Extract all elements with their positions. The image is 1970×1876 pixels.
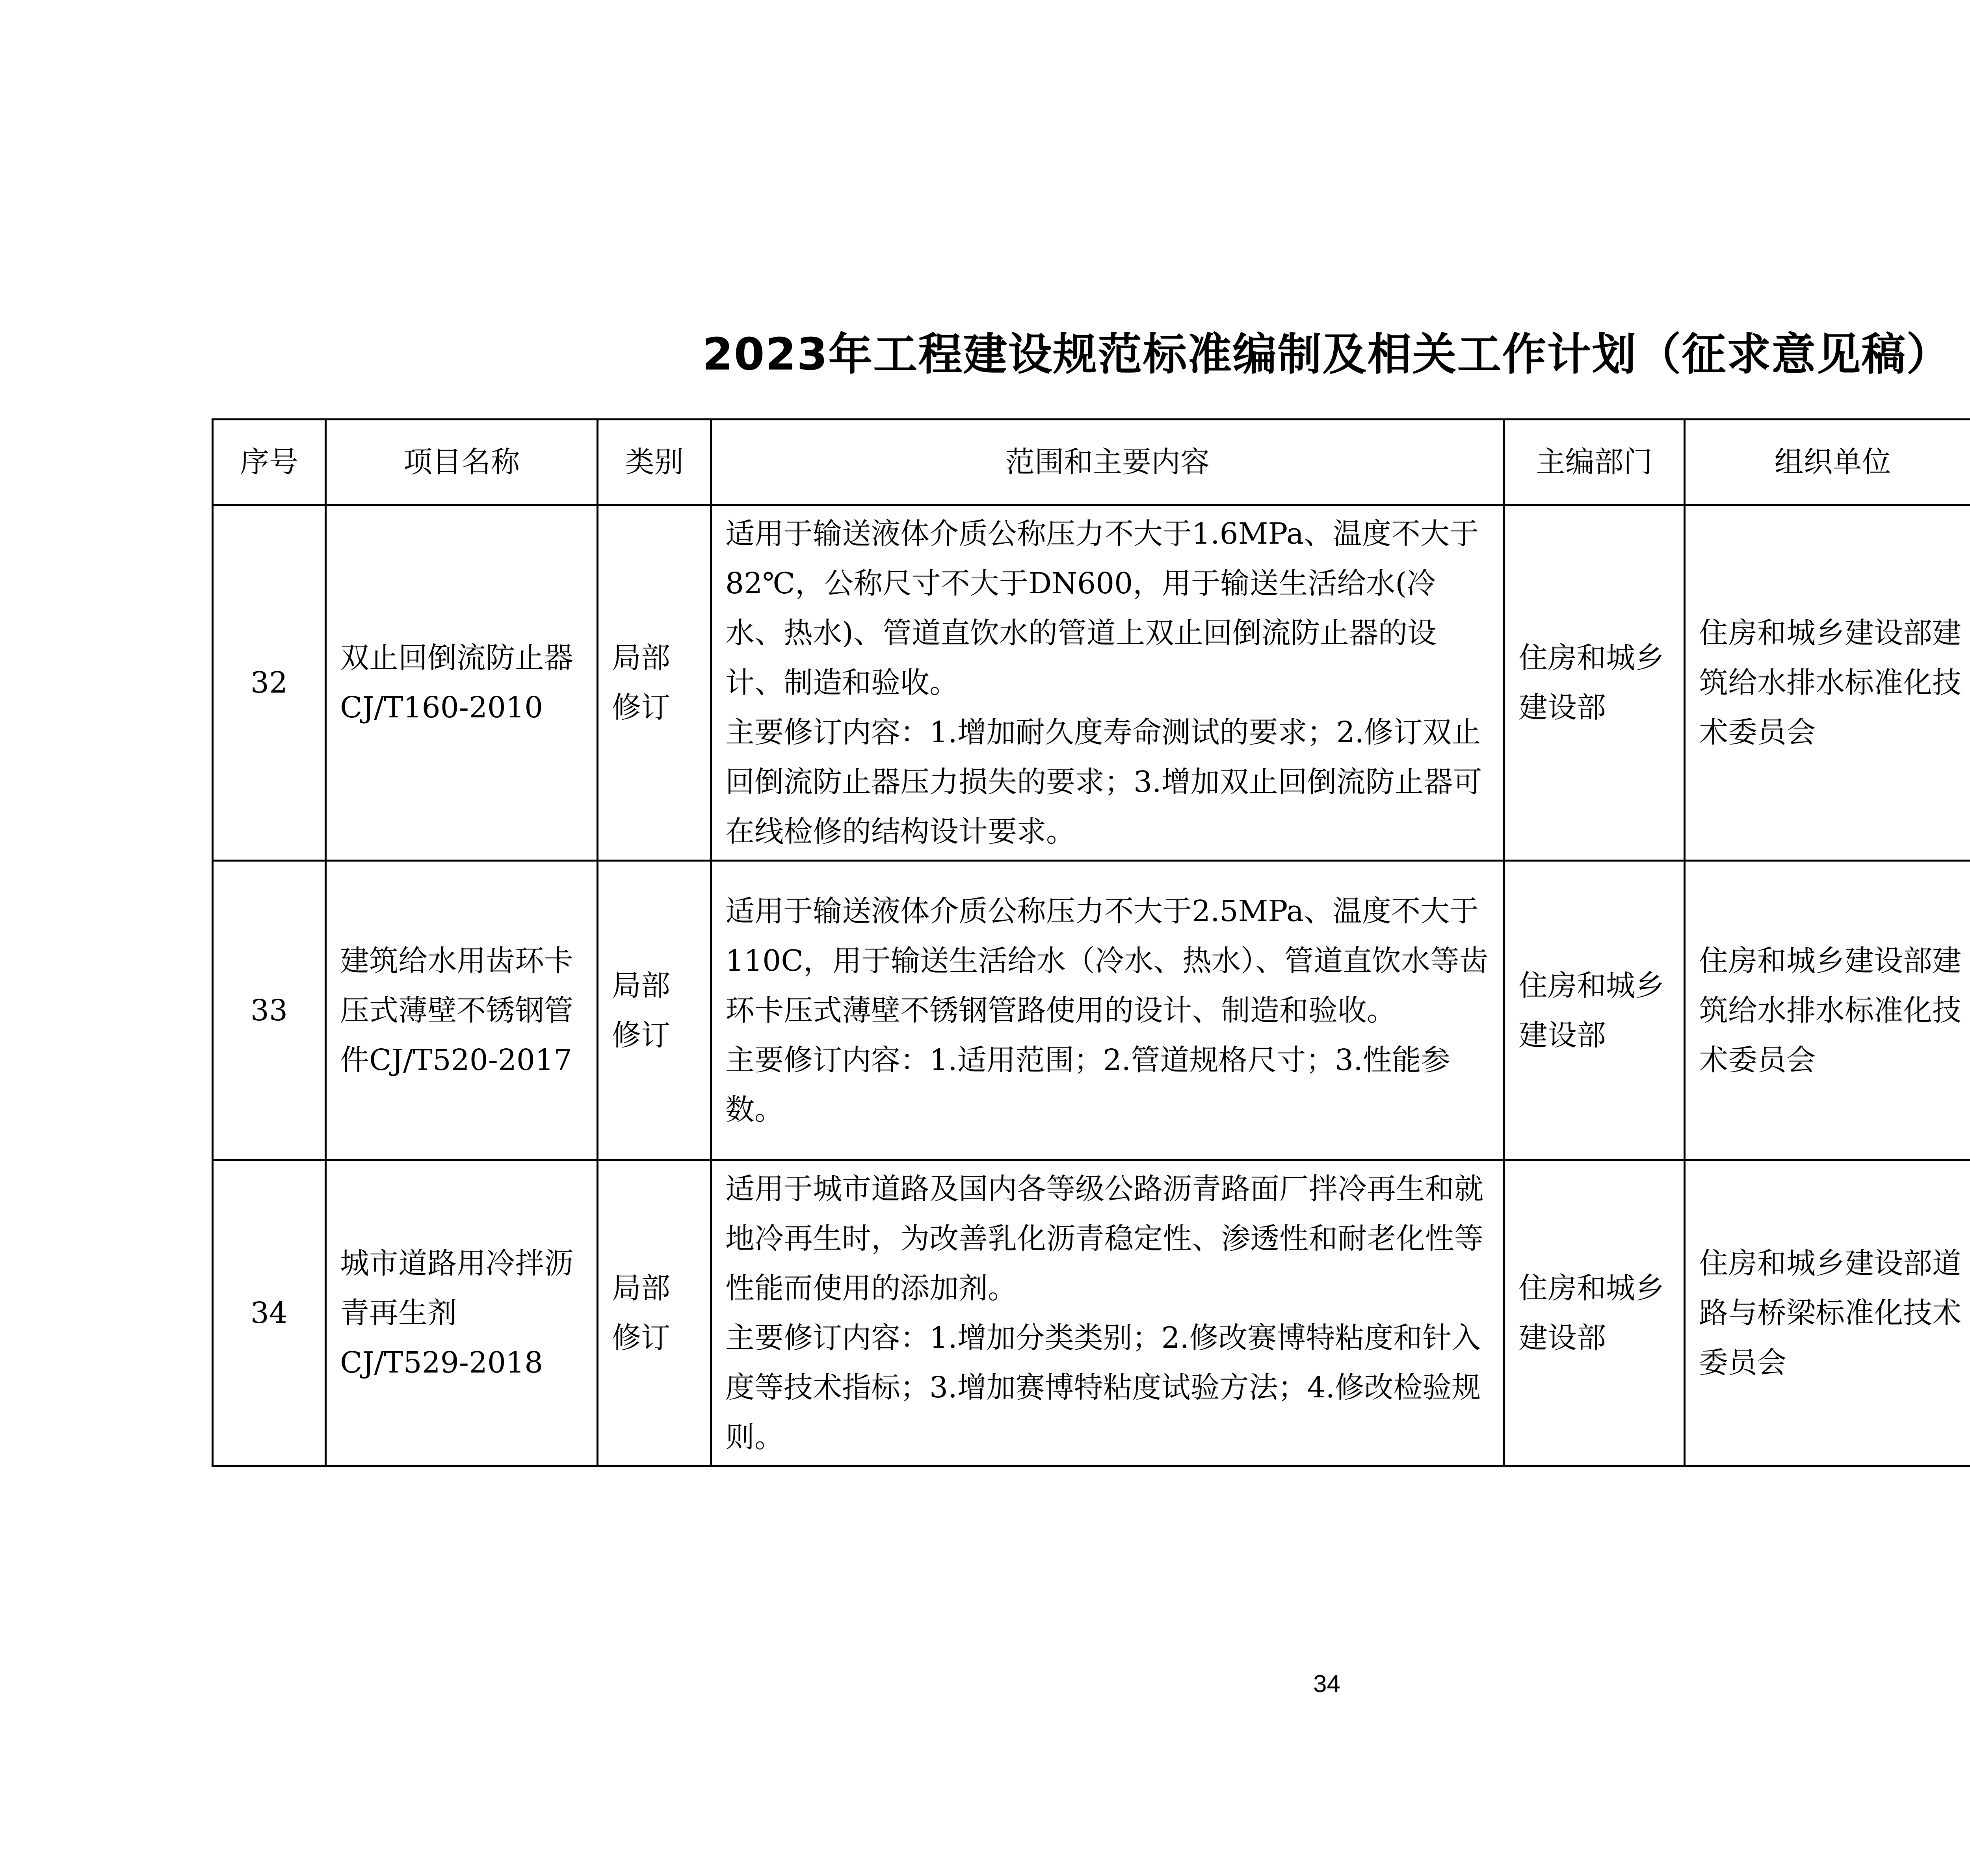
cell-scope [711,1160,1504,1466]
header-cell-chief-dept: 主编部门 [1504,420,1685,505]
table-row [213,505,1970,861]
cell-org-unit: 住房和城乡建设部道路与桥梁标准化技术委员会 [1685,1160,1970,1466]
scope-text: 适用于输送液体介质公称压力不大于1.6MPa、温度不大于82℃，公称尺寸不大于DN600，用于输送生活给水(冷水、热水)、管道直饮水的管道上双止回倒流防止器的设计、制造和验收。 [725,517,1479,700]
revision-text: 主要修订内容：1.适用范围；2.管道规格尺寸；3.性能参数。 [725,1043,1450,1127]
header-cell-org-unit: 组织单位 [1685,420,1970,505]
cell-org-unit: 住房和城乡建设部建筑给水排水标准化技术委员会 [1685,505,1970,861]
revision-text: 主要修订内容：1.增加分类类别；2.修改赛博特粘度和针入度等技术指标；3.增加赛博特粘度试验方法；4.修改检验规则。 [725,1321,1481,1454]
cell-category: 局部修订 [598,861,711,1160]
cell-no: 33 [213,861,326,1160]
table-row [213,861,1970,1160]
scope-text: 适用于城市道路及国内各等级公路沥青路面厂拌冷再生和就地冷再生时，为改善乳化沥青稳定性、渗透性和耐老化性等性能而使用的添加剂。 [725,1172,1483,1305]
cell-org-unit: 住房和城乡建设部建筑给水排水标准化技术委员会 [1685,861,1970,1160]
table-header-row [213,420,1970,505]
header-cell-scope: 范围和主要内容 [711,420,1504,505]
header-cell-name: 项目名称 [326,420,598,505]
cell-name: 建筑给水用齿环卡压式薄壁不锈钢管件CJ/T520-2017 [326,861,598,1160]
cell-chief-dept: 住房和城乡建设部 [1504,505,1685,861]
header-cell-category: 类别 [598,420,711,505]
cell-no: 32 [213,505,326,861]
cell-no: 34 [213,1160,326,1466]
work-plan-table [212,418,1970,1467]
cell-name: 城市道路用冷拌沥青再生剂CJ/T529-2018 [326,1160,598,1466]
header-cell-no: 序号 [213,420,326,505]
cell-category: 局部修订 [598,1160,711,1466]
table-row [213,1160,1970,1466]
revision-text: 主要修订内容：1.增加耐久度寿命测试的要求；2.修订双止回倒流防止器压力损失的要求；3.增加双止回倒流防止器可在线检修的结构设计要求。 [725,715,1482,849]
cell-category: 局部修订 [598,505,711,861]
page-number: 34 [1313,1670,1340,1698]
cell-name: 双止回倒流防止器CJ/T160-2010 [326,505,598,861]
cell-chief-dept: 住房和城乡建设部 [1504,1160,1685,1466]
scope-text: 适用于输送液体介质公称压力不大于2.5MPa、温度不大于110C，用于输送生活给水（冷水、热水）、管道直饮水等齿环卡压式薄壁不锈钢管路使用的设计、制造和验收。 [725,894,1489,1027]
cell-scope [711,505,1504,861]
cell-scope [711,861,1504,1160]
page-title: 2023年工程建设规范标准编制及相关工作计划（征求意见稿） [702,329,1951,380]
cell-chief-dept: 住房和城乡建设部 [1504,861,1685,1160]
